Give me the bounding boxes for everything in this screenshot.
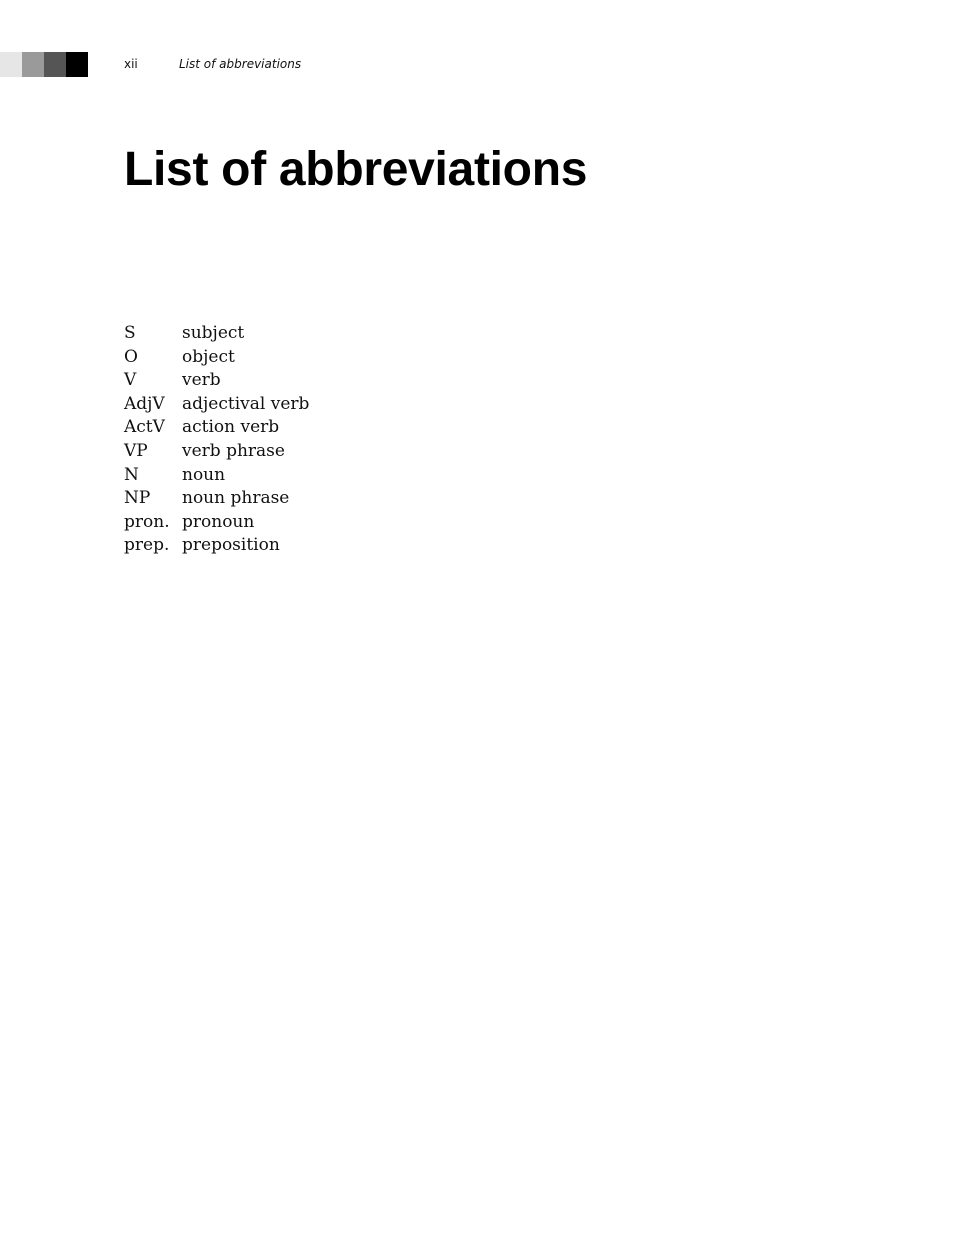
abbreviation-definition: noun phrase xyxy=(182,488,290,509)
list-item xyxy=(124,534,309,558)
list-item xyxy=(124,369,309,393)
abbreviation-term: ActV xyxy=(124,417,165,438)
corner-block-dark xyxy=(44,52,66,77)
running-title: List of abbreviations xyxy=(179,57,302,71)
abbreviation-term: NP xyxy=(124,488,151,509)
list-item xyxy=(124,393,309,417)
abbreviation-term: VP xyxy=(124,440,148,461)
abbreviation-definition: action verb xyxy=(182,417,280,438)
list-item xyxy=(124,487,309,511)
abbreviation-definition: noun xyxy=(182,464,226,485)
abbreviation-definition: object xyxy=(182,346,235,367)
abbreviation-term: S xyxy=(124,323,136,343)
abbreviation-term: N xyxy=(124,464,139,485)
list-item xyxy=(124,440,309,464)
abbreviation-definition: pronoun xyxy=(182,511,255,532)
abbreviation-definition: preposition xyxy=(182,535,280,556)
abbreviation-term: AdjV xyxy=(124,393,165,414)
corner-block-mid xyxy=(22,52,44,77)
page-corner-marker xyxy=(0,52,88,77)
corner-block-light xyxy=(0,52,22,77)
abbreviation-term: prep. xyxy=(124,535,170,556)
page-title: List of abbreviations xyxy=(124,143,588,196)
page-number: xii xyxy=(124,57,138,71)
abbreviation-definition: subject xyxy=(182,323,245,343)
list-item xyxy=(124,416,309,440)
list-item xyxy=(124,346,309,370)
abbreviation-definition: adjectival verb xyxy=(182,393,310,414)
list-item xyxy=(124,322,309,346)
corner-block-black xyxy=(66,52,88,77)
abbreviation-term: pron. xyxy=(124,511,170,532)
abbreviation-term: O xyxy=(124,346,138,367)
abbreviation-definition: verb xyxy=(182,370,221,391)
list-item xyxy=(124,464,309,488)
abbreviation-term: V xyxy=(124,370,137,391)
abbreviation-list xyxy=(124,322,309,558)
abbreviation-definition: verb phrase xyxy=(182,440,285,461)
list-item xyxy=(124,511,309,535)
